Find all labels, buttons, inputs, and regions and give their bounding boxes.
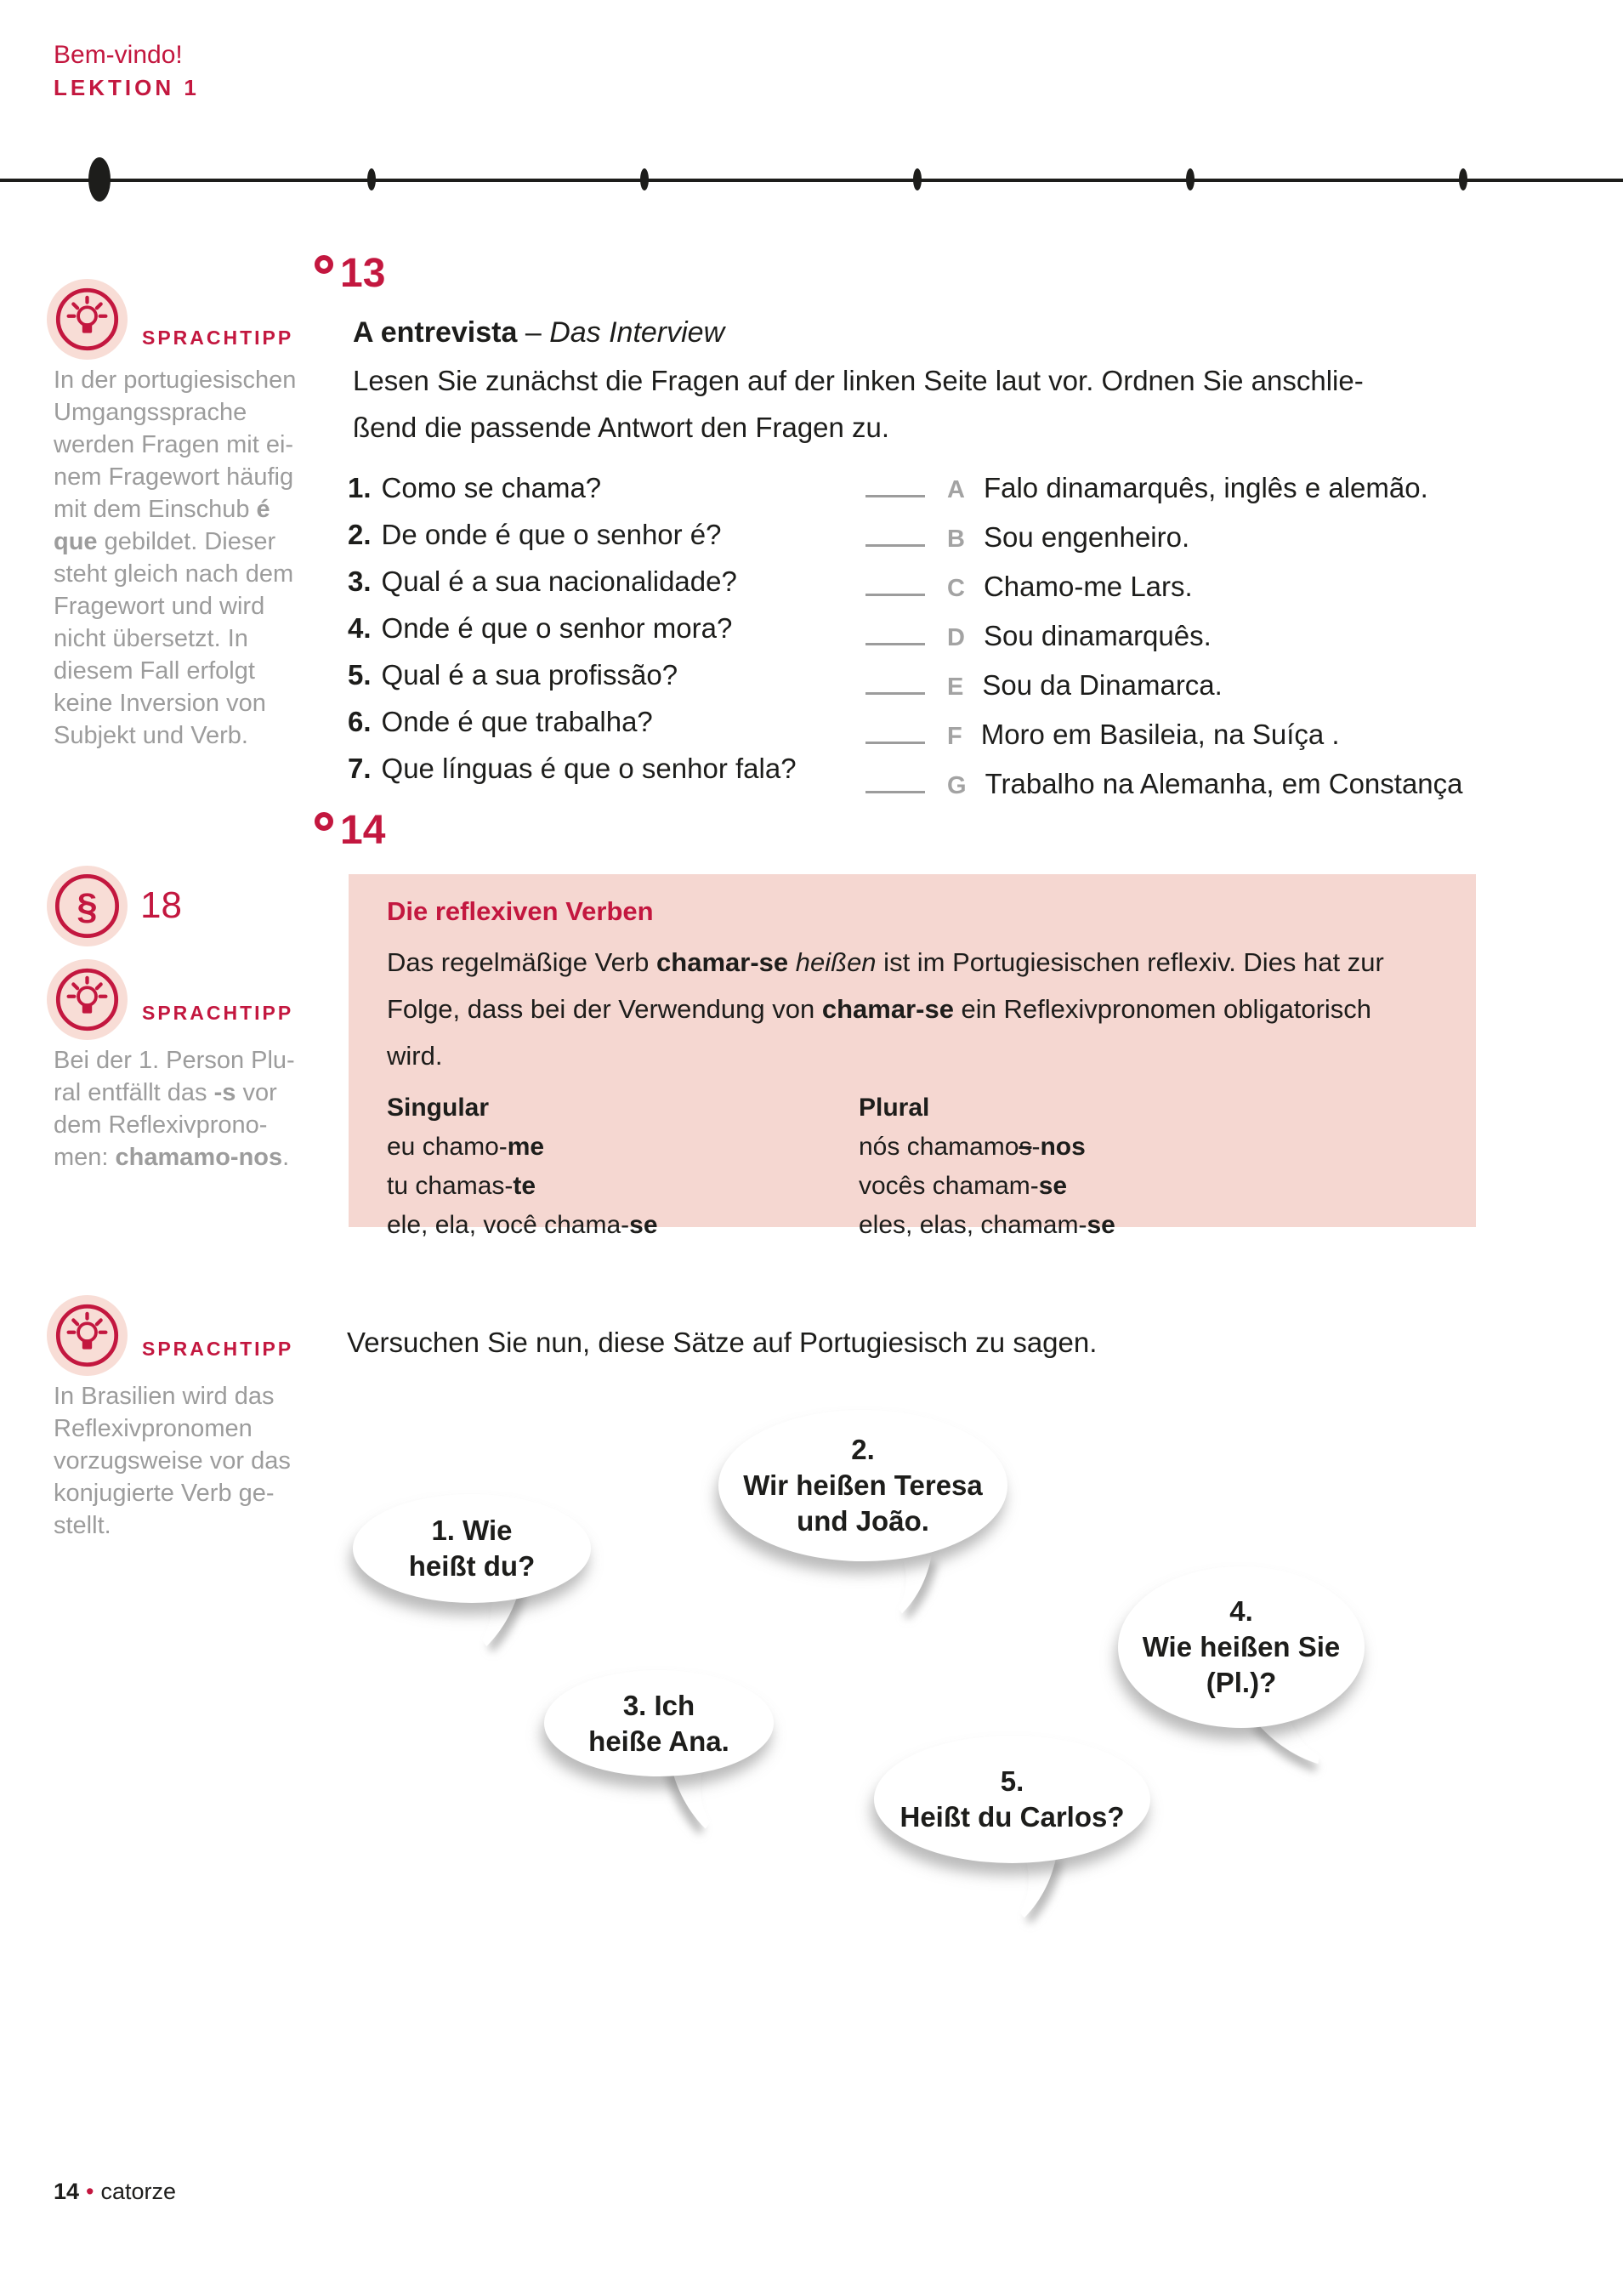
paragraph-number: 18	[140, 884, 182, 926]
conjugation-plural	[859, 1088, 1115, 1245]
column-header: Singular	[387, 1094, 490, 1122]
sprachtipp-label: SPRACHTIPP	[142, 1338, 294, 1360]
rule-dot-large	[88, 157, 111, 202]
lesson-label: LEKTION 1	[54, 75, 200, 100]
answer-blank-line	[865, 692, 925, 695]
answer-text: Moro em Basileia, na Suíça .	[980, 719, 1340, 750]
question-text: De onde é que o senhor é?	[381, 519, 722, 550]
answer-letter: B	[947, 526, 965, 553]
column-header: Plural	[859, 1094, 930, 1122]
grammar-box	[349, 874, 1476, 1239]
question-number: 1.	[348, 472, 372, 503]
conjugation-row: tu chamas-te	[387, 1172, 536, 1200]
answer-text: Chamo-me Lars.	[983, 571, 1193, 602]
paragraph-icon	[47, 866, 128, 946]
question-list	[348, 464, 797, 792]
exercise-marker-icon	[315, 255, 333, 274]
conjugation-singular	[387, 1088, 658, 1245]
question-text: Qual é a sua nacionalidade?	[381, 565, 737, 597]
grammar-box-title: Die reflexiven Verben	[387, 896, 654, 926]
answer-item	[865, 662, 1463, 711]
page-number: 14	[54, 2179, 80, 2204]
rule-dot	[640, 168, 649, 190]
lightbulb-glyph	[47, 959, 128, 1040]
answer-letter: G	[947, 772, 967, 799]
question-item	[348, 511, 797, 558]
question-number: 4.	[348, 612, 372, 644]
sprachtipp-label: SPRACHTIPP	[142, 327, 294, 349]
question-number: 6.	[348, 706, 372, 737]
answer-item	[865, 563, 1463, 612]
answer-text: Sou engenheiro.	[983, 521, 1190, 553]
page-footer	[54, 2179, 176, 2205]
exercise-instructions: Lesen Sie zunächst die Fragen auf der linken Seite laut vor. Ordnen Sie anschlie- ßend die passende Antwort den Fragen zu.	[353, 365, 1364, 443]
speech-bubble	[718, 1410, 1007, 1561]
footer-bullet: •	[86, 2179, 94, 2204]
answer-text: Falo dinamarquês, inglês e alemão.	[983, 472, 1428, 503]
answer-blank-line	[865, 594, 925, 596]
conjugation-row: nós chamamos-nos	[859, 1133, 1086, 1161]
speech-bubble-text: 5. Heißt du Carlos?	[899, 1765, 1125, 1833]
rule-dot	[913, 168, 922, 190]
conjugation-row: eu chamo-me	[387, 1133, 545, 1161]
rule-dot	[367, 168, 376, 190]
answer-item	[865, 760, 1463, 810]
question-item	[348, 651, 797, 698]
answer-letter: E	[947, 673, 964, 701]
question-number: 7.	[348, 753, 372, 784]
conjugation-rows	[859, 1128, 1115, 1245]
answer-blank-line	[865, 495, 925, 497]
answer-letter: D	[947, 624, 965, 651]
speech-bubble	[1118, 1566, 1365, 1728]
question-number: 2.	[348, 519, 372, 550]
speaking-prompt: Versuchen Sie nun, diese Sätze auf Portugiesisch zu sagen.	[347, 1327, 1098, 1358]
speech-bubble-text: 4. Wie heißen Sie (Pl.)?	[1142, 1595, 1341, 1698]
question-text: Onde é que o senhor mora?	[381, 612, 733, 644]
answer-blank-line	[865, 742, 925, 744]
answer-blank-line	[865, 643, 925, 645]
answer-letter: F	[947, 723, 962, 750]
question-item	[348, 464, 797, 511]
book-title: Bem-vindo!	[54, 41, 183, 69]
conjugation-rows	[387, 1128, 658, 1245]
sprachtipp-text: Bei der 1. Person Plu- ral entfällt das -s vor dem Reflexivprono- men: chamamo-nos.	[54, 1047, 295, 1171]
speech-bubble-text: 3. Ich heiße Ana.	[588, 1689, 729, 1757]
speech-bubble	[544, 1670, 774, 1776]
lightbulb-glyph	[47, 279, 128, 360]
rule-dot	[1459, 168, 1467, 190]
question-number: 5.	[348, 659, 372, 691]
conjugation-row: vocês chamam-se	[859, 1172, 1068, 1200]
question-text: Onde é que trabalha?	[381, 706, 653, 737]
question-item	[348, 558, 797, 605]
speech-bubble	[353, 1494, 591, 1603]
speech-bubble-text: 1. Wie heißt du?	[408, 1515, 536, 1582]
lightbulb-icon	[47, 279, 128, 360]
lightbulb-icon	[47, 959, 128, 1040]
page-number-word: catorze	[100, 2179, 177, 2204]
answer-list	[865, 464, 1463, 810]
answer-blank-line	[865, 544, 925, 547]
answer-letter: A	[947, 476, 965, 503]
answer-blank-line	[865, 791, 925, 793]
exercise-number: 13	[340, 251, 386, 296]
sprachtipp-text: In Brasilien wird das Reflexivpronomen vorzugsweise vor das konjugierte Verb ge- stellt.	[54, 1383, 291, 1539]
header-rule	[0, 179, 1623, 182]
paragraph-glyph-ring	[47, 866, 128, 946]
conjugation-row: ele, ela, você chama-se	[387, 1211, 658, 1239]
answer-letter: C	[947, 575, 965, 602]
question-text: Qual é a sua profissão?	[381, 659, 678, 691]
sprachtipp-label: SPRACHTIPP	[142, 1002, 294, 1024]
answer-item	[865, 612, 1463, 662]
conjugation-row: eles, elas, chamam-se	[859, 1211, 1115, 1239]
question-text: Que línguas é que o senhor fala?	[381, 753, 797, 784]
exercise-marker-icon	[315, 812, 333, 831]
rule-dot	[1186, 168, 1195, 190]
answer-text: Sou dinamarquês.	[983, 620, 1212, 651]
question-text: Como se chama?	[381, 472, 602, 503]
exercise-number: 14	[340, 808, 386, 853]
lightbulb-glyph	[47, 1295, 128, 1376]
paragraph-glyph: §	[77, 885, 98, 928]
lightbulb-icon	[47, 1295, 128, 1376]
answer-item	[865, 514, 1463, 563]
question-item	[348, 745, 797, 792]
question-item	[348, 605, 797, 651]
question-item	[348, 698, 797, 745]
grammar-box-body: Das regelmäßige Verb chamar-se heißen ist im Portugiesischen reflexiv. Dies hat zur Folge, dass bei der Verwendung von chamar-se ein Reflexivpronomen obligatorisch wird.	[387, 947, 1384, 1071]
question-number: 3.	[348, 565, 372, 597]
exercise-title: A entrevista – Das Interview	[353, 316, 725, 349]
answer-text: Trabalho na Alemanha, em Constança	[985, 768, 1463, 799]
answer-text: Sou da Dinamarca.	[982, 669, 1223, 701]
sprachtipp-text: In der portugiesischen Umgangssprache werden Fragen mit ei- nem Fragewort häufig mit dem Einschub é que gebildet. Dieser steht gleich nach dem Fragewort und wird nicht übersetzt. In diesem Fall erfolgt keine Inversion von Subjekt und Verb.	[54, 367, 297, 749]
speech-bubble	[874, 1736, 1150, 1863]
answer-item	[865, 711, 1463, 760]
speech-bubble-text: 2. Wir heißen Teresa und João.	[743, 1434, 983, 1537]
answer-item	[865, 464, 1463, 514]
